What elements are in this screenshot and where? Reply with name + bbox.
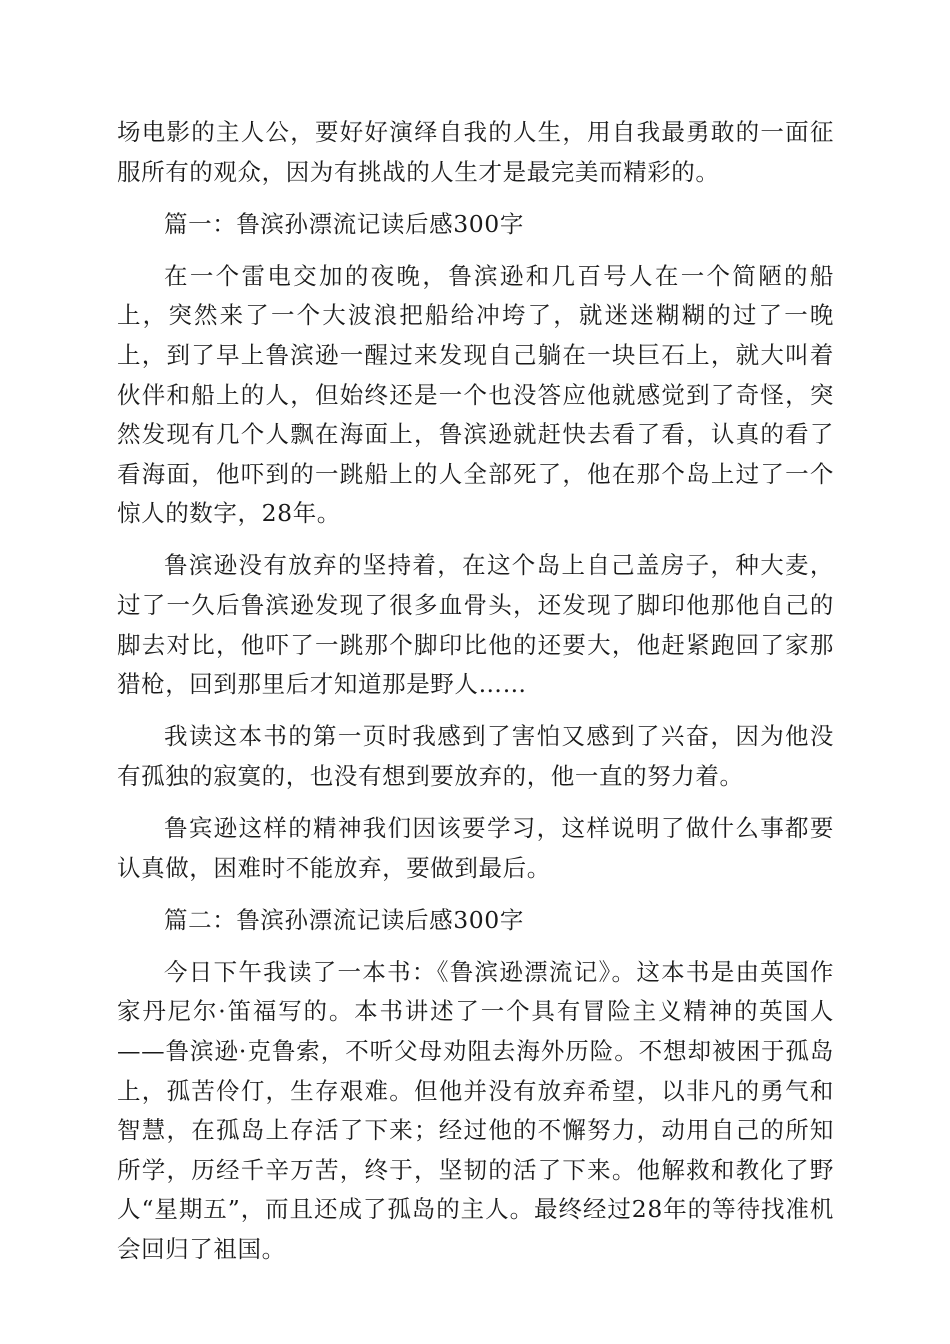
paragraph: 今日下午我读了一本书：《鲁滨逊漂流记》。这本书是由英国作家丹尼尔·笛福写的。本书讲述了一个具有冒险主义精神的英国人——鲁滨逊·克鲁索，不听父母劝阻去海外历险。不想却被困于孤岛上，孤苦伶仃，生存艰难。但他并没有放弃希望，以非凡的勇气和智慧，在孤岛上存活了下来；经过他的不懈努力，动用自己的所知所学，历经千辛万苦，终于，坚韧的活了下来。他解救和教化了野人“星期五”，而且还成了孤岛的主人。最终经过28年的等待找准机会回归了祖国。 xyxy=(117,957,834,1263)
section-heading-1: 篇一：鲁滨孙漂流记读后感300字 xyxy=(164,209,524,238)
paragraph: 在一个雷电交加的夜晚，鲁滨逊和几百号人在一个简陋的船上，突然来了一个大波浪把船给冲垮了，就迷迷糊糊的过了一晚上，到了早上鲁滨逊一醒过来发现自己躺在一块巨石上，就大叫着伙伴和船上的人，但始终还是一个也没答应他就感觉到了奇怪，突然发现有几个人飘在海面上，鲁滨逊就赶快去看了看，认真的看了看海面，他吓到的一跳船上的人全部死了，他在那个岛上过了一个惊人的数字，28年。 xyxy=(117,261,834,528)
section-heading-2: 篇二：鲁滨孙漂流记读后感300字 xyxy=(164,905,524,934)
document-body xyxy=(117,113,834,1282)
paragraph-continuation: 场电影的主人公，要好好演绎自我的人生，用自我最勇敢的一面征服所有的观众，因为有挑战的人生才是最完美而精彩的。 xyxy=(117,118,834,186)
paragraph: 我读这本书的第一页时我感到了害怕又感到了兴奋，因为他没有孤独的寂寞的，也没有想到要放弃的，他一直的努力着。 xyxy=(117,722,834,790)
paragraph: 鲁宾逊这样的精神我们因该要学习，这样说明了做什么事都要认真做，困难时不能放弃，要做到最后。 xyxy=(117,814,834,882)
paragraph: 鲁滨逊没有放弃的坚持着，在这个岛上自己盖房子，种大麦，过了一久后鲁滨逊发现了很多血骨头，还发现了脚印他那他自己的脚去对比，他吓了一跳那个脚印比他的还要大，他赶紧跑回了家那猎枪，回到那里后才知道那是野人…… xyxy=(117,551,834,699)
